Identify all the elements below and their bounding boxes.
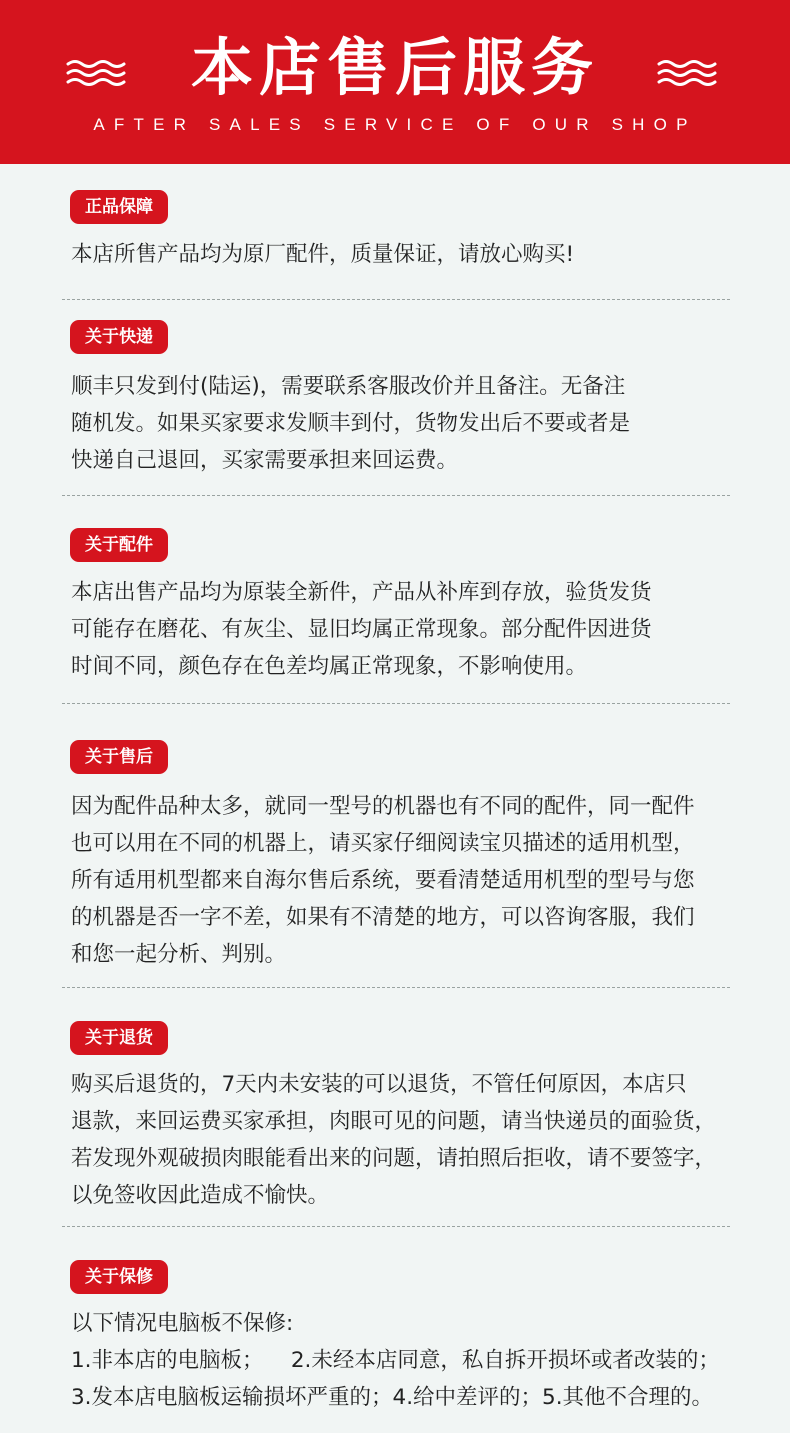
section-badge: 关于配件 (70, 528, 168, 562)
body-line: 随机发。如果买家要求发顺丰到付，货物发出后不要或者是 (71, 411, 631, 436)
body-line: 1.非本店的电脑板； 2.未经本店同意，私自拆开损坏或者改装的； (71, 1348, 720, 1373)
divider (62, 987, 730, 988)
divider (62, 299, 730, 300)
page-subtitle: AFTER SALES SERVICE OF OUR SHOP (93, 115, 697, 134)
body-line: 本店所售产品均为原厂配件，质量保证，请放心购买! (71, 242, 575, 267)
section-body (71, 788, 741, 973)
divider (62, 1226, 730, 1227)
divider (62, 495, 730, 496)
wave-icon (657, 58, 717, 88)
section-body (71, 574, 741, 685)
body-line: 购买后退货的，7天内未安装的可以退货，不管任何原因，本店只 (71, 1072, 687, 1097)
section-body (71, 236, 741, 273)
body-line: 快递自己退回，买家需要承担来回运费。 (71, 448, 459, 473)
body-line: 顺丰只发到付(陆运)，需要联系客服改价并且备注。无备注 (71, 374, 626, 399)
body-line: 时间不同，颜色存在色差均属正常现象，不影响使用。 (71, 654, 588, 679)
body-line: 3.发本店电脑板运输损坏严重的；4.给中差评的；5.其他不合理的。 (71, 1385, 714, 1410)
divider (62, 703, 730, 704)
body-line: 若发现外观破损肉眼能看出来的问题，请拍照后拒收，请不要签字， (71, 1146, 717, 1171)
body-line: 因为配件品种太多，就同一型号的机器也有不同的配件，同一配件 (71, 794, 695, 819)
body-line: 可能存在磨花、有灰尘、显旧均属正常现象。部分配件因进货 (71, 617, 652, 642)
section-body (71, 1305, 741, 1416)
body-line: 以下情况电脑板不保修: (71, 1311, 294, 1336)
body-line: 的机器是否一字不差，如果有不清楚的地方，可以咨询客服，我们 (71, 905, 695, 930)
body-line: 退款，来回运费买家承担，肉眼可见的问题，请当快递员的面验货， (71, 1109, 717, 1134)
section-badge: 关于退货 (70, 1021, 168, 1055)
body-line: 所有适用机型都来自海尔售后系统，要看清楚适用机型的型号与您 (71, 868, 695, 893)
section-badge: 关于保修 (70, 1260, 168, 1294)
section-body (71, 1066, 741, 1214)
body-line: 也可以用在不同的机器上，请买家仔细阅读宝贝描述的适用机型， (71, 831, 695, 856)
section-badge: 关于售后 (70, 740, 168, 774)
section-badge: 关于快递 (70, 320, 168, 354)
section-body (71, 368, 741, 479)
page-title: 本店售后服务 (190, 31, 599, 104)
body-line: 和您一起分析、判别。 (71, 942, 287, 967)
section-badge: 正品保障 (70, 190, 168, 224)
body-line: 本店出售产品均为原装全新件，产品从补库到存放，验货发货 (71, 580, 652, 605)
body-line: 以免签收因此造成不愉快。 (71, 1183, 330, 1208)
header-banner (0, 0, 790, 164)
